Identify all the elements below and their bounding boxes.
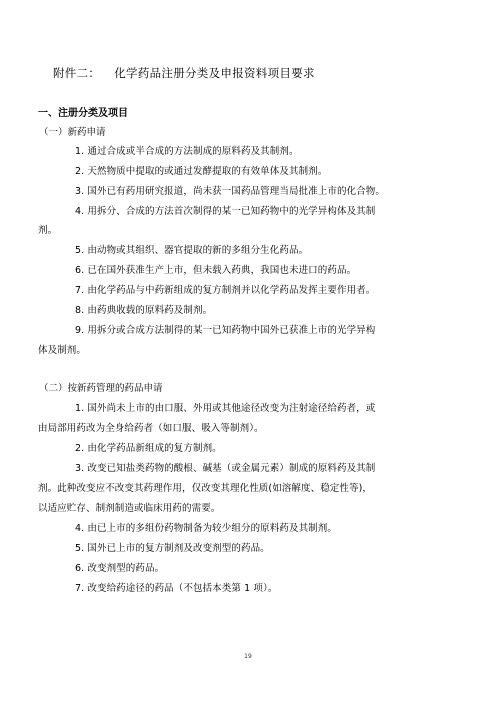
list-item: 1. 通过合成或半合成的方法制成的原料药及其制剂。: [75, 146, 299, 157]
subsection-heading-managed-as-new: （二）按新药管理的药品申请: [39, 383, 163, 394]
list-item: 6. 改变剂型的药品。: [75, 563, 165, 574]
list-item: 2. 天然物质中提取的或通过发酵提取的有效单体及其制剂。: [75, 166, 328, 177]
list-item-continuation: 剂。: [38, 225, 58, 236]
list-item: 6. 已在国外获准生产上市，但未载入药典，我国也未进口的药品。: [75, 265, 357, 276]
list-item: 5. 由动物或其组织、器官提取的新的多组分生化药品。: [75, 245, 309, 256]
page-number: 19: [244, 653, 252, 660]
list-item: 7. 改变给药途径的药品（不包括本类第 1 项）。: [75, 583, 278, 594]
list-item: 8. 由药典收载的原料药及制剂。: [75, 305, 213, 316]
list-item: 4. 用拆分、合成的方法首次制得的某一已知药物中的光学异构体及其制: [75, 206, 376, 217]
section-heading: 一、注册分类及项目: [38, 108, 128, 119]
list-item: 2. 由化学药品新组成的复方制剂。: [75, 443, 222, 454]
title-text: 化学药品注册分类及申报资料项目要求: [114, 66, 315, 80]
list-item-continuation: 由局部用药改为全身给药者（如口服、吸入等制剂）。: [38, 423, 264, 434]
list-item: 3. 改变已知盐类药物的酸根、碱基（或金属元素）制成的原料药及其制: [75, 463, 376, 474]
list-item: 9. 用拆分或合成方法制得的某一已知药物中国外已获准上市的光学异构: [75, 325, 376, 336]
list-item: 5. 国外已上市的复方制剂及改变剂型的药品。: [75, 543, 270, 554]
list-item: 4. 由已上市的多组份药物制备为较少组分的原料药及其制剂。: [75, 523, 337, 534]
list-item-continuation: 剂。此种改变应不改变其药理作用，仅改变其理化性质(如溶解度、稳定性等)，: [38, 483, 373, 494]
list-item: 1. 国外尚未上市的由口服、外用或其他途径改变为注射途径给药者，或: [75, 403, 376, 414]
document-title: [53, 65, 315, 81]
title-label: 附件二：: [53, 66, 101, 80]
list-item-continuation: 体及制剂。: [38, 345, 87, 356]
list-item: 7. 由化学药品与中药新组成的复方制剂并以化学药品发挥主要作用者。: [75, 285, 376, 296]
list-item-continuation: 以适应贮存、制剂制造或临床用药的需要。: [38, 503, 221, 514]
subsection-heading-new-drug: （一）新药申请: [39, 127, 106, 138]
list-item: 3. 国外已有药用研究报道，尚未获一国药品管理当局批准上市的化合物。: [75, 186, 385, 197]
